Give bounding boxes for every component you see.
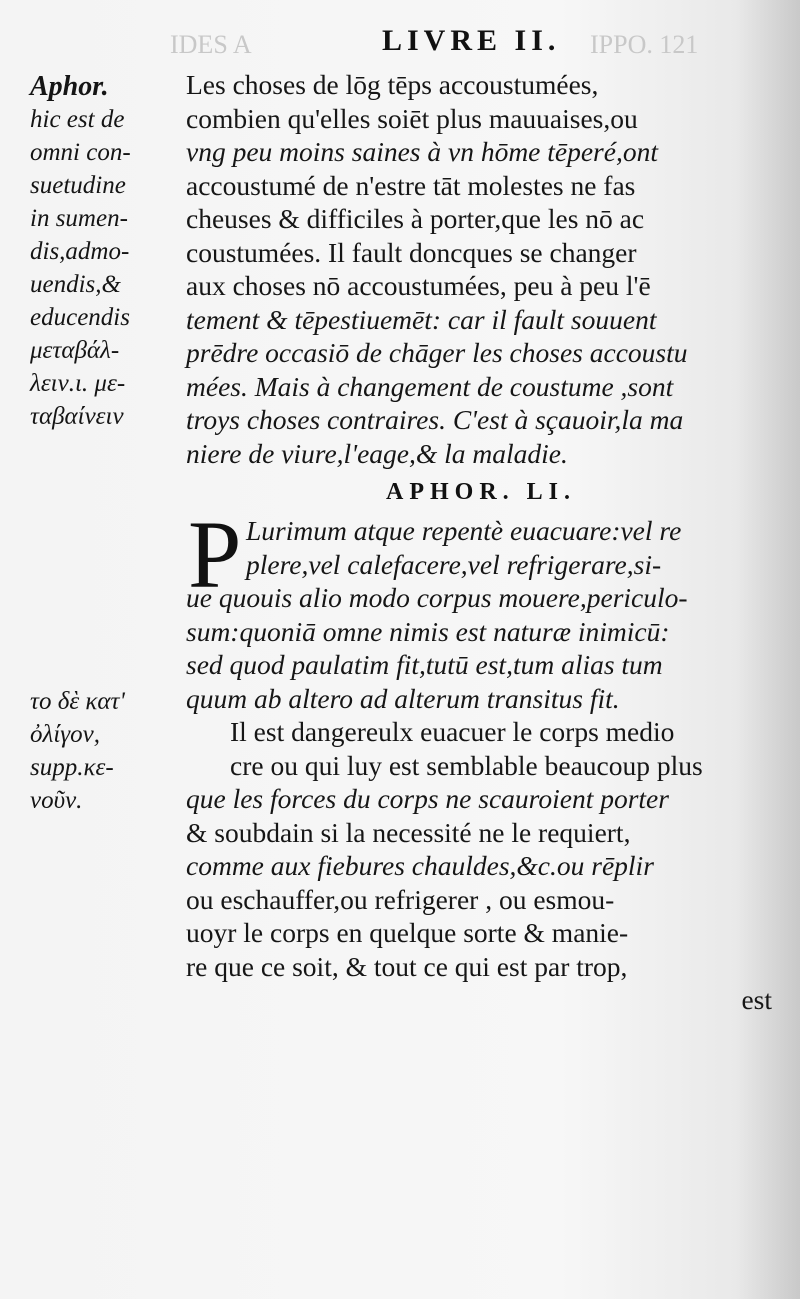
text-line: uoyr le corps en quelque sorte & manie- <box>186 917 629 948</box>
greek-margin-line: ὀλίγον, <box>30 721 100 748</box>
running-head: LIVRE II. <box>382 24 561 57</box>
text-line: combien qu'elles soiēt plus mauuaises,ou <box>186 102 638 134</box>
margin-spacer <box>30 433 178 685</box>
catchword: est <box>741 984 772 1015</box>
paragraph-french-2 <box>186 715 776 1017</box>
margin-notes <box>30 70 178 817</box>
text-line: Il est dangereulx euacuer le corps medio <box>230 716 675 747</box>
text-line: tement & tēpestiuemēt: car il fault souuent <box>186 303 657 335</box>
greek-margin-line: λειν.ι. με- <box>30 370 126 397</box>
text-line: cheuses & difficiles à porter,que les nō ac <box>186 203 645 234</box>
text-line: sed quod paulatim fit,tutū est,tum alias tum <box>186 649 663 680</box>
margin-note-line: Aphor. <box>30 71 109 102</box>
latin-aphorism <box>186 501 776 715</box>
text-line: mées. Mais à changement de coustume ,sont <box>186 370 674 402</box>
text-line: ou eschauffer,ou refrigerer , ou esmou- <box>186 883 615 915</box>
bleed-through-text-left: IDES A <box>170 30 252 59</box>
greek-margin-line: το δὲ κατ' <box>30 688 125 715</box>
text-line: quum ab altero ad alterum transitus fit. <box>186 682 620 714</box>
text-line: vng peu moins saines à vn hōme tēperé,ont <box>186 136 658 167</box>
text-line: niere de viure,l'eage,& la maladie. <box>186 437 568 469</box>
text-line: Lurimum atque repentè euacuare:vel re <box>246 515 682 546</box>
section-heading: APHOR. LI. <box>385 479 576 505</box>
text-line: comme aux fiebures chauldes,&c.ou rēplir <box>186 850 654 881</box>
margin-note-line: dis,admo- <box>30 238 130 265</box>
page-header <box>0 20 800 60</box>
text-line: aux choses nō accoustumées, peu à peu l'ē <box>186 270 651 301</box>
text-line: que les forces du corps ne scauroient porter <box>186 783 669 814</box>
margin-note-line: omni con- <box>30 139 131 166</box>
greek-margin-line: ταβαίνειν <box>30 403 124 430</box>
text-line: cre ou qui luy est semblable beaucoup plus <box>230 749 703 781</box>
margin-note-line: suetudine <box>30 172 126 199</box>
margin-note-line: hic est de <box>30 106 125 133</box>
drop-cap: P <box>188 501 242 608</box>
greek-margin-line: μεταβάλ- <box>30 337 120 364</box>
text-line: re que ce soit, & tout ce qui est par trop, <box>186 950 628 982</box>
text-line: sum:quoniā omne nimis est naturæ inimicū: <box>186 615 670 647</box>
text-line: coustumées. Il fault doncques se changer <box>186 236 637 268</box>
main-text-column <box>186 68 776 1017</box>
greek-margin-line: νοῦν. <box>30 787 83 814</box>
text-line: Les choses de lōg tēps accoustumées, <box>186 69 599 100</box>
margin-note-line: educendis <box>30 304 130 331</box>
margin-note-line: supp.κε- <box>30 754 114 781</box>
margin-note-line: uendis,& <box>30 271 121 298</box>
text-line: & soubdain si la necessité ne le requiert, <box>186 816 631 848</box>
bleed-through-text-right: IPPO. 121 <box>590 30 699 59</box>
text-line: troys choses contraires. C'est à sçauoir,la ma <box>186 404 684 435</box>
text-line: accoustumé de n'estre tāt molestes ne fas <box>186 169 636 201</box>
text-line: plere,vel calefacere,vel refrigerare,si- <box>246 548 662 580</box>
paragraph-french-1 <box>186 68 776 470</box>
margin-note-line: in sumen- <box>30 205 128 232</box>
text-line: ue quouis alio modo corpus mouere,periculo- <box>186 582 688 613</box>
text-line: prēdre occasiō de chāger les choses accoustu <box>186 337 688 368</box>
